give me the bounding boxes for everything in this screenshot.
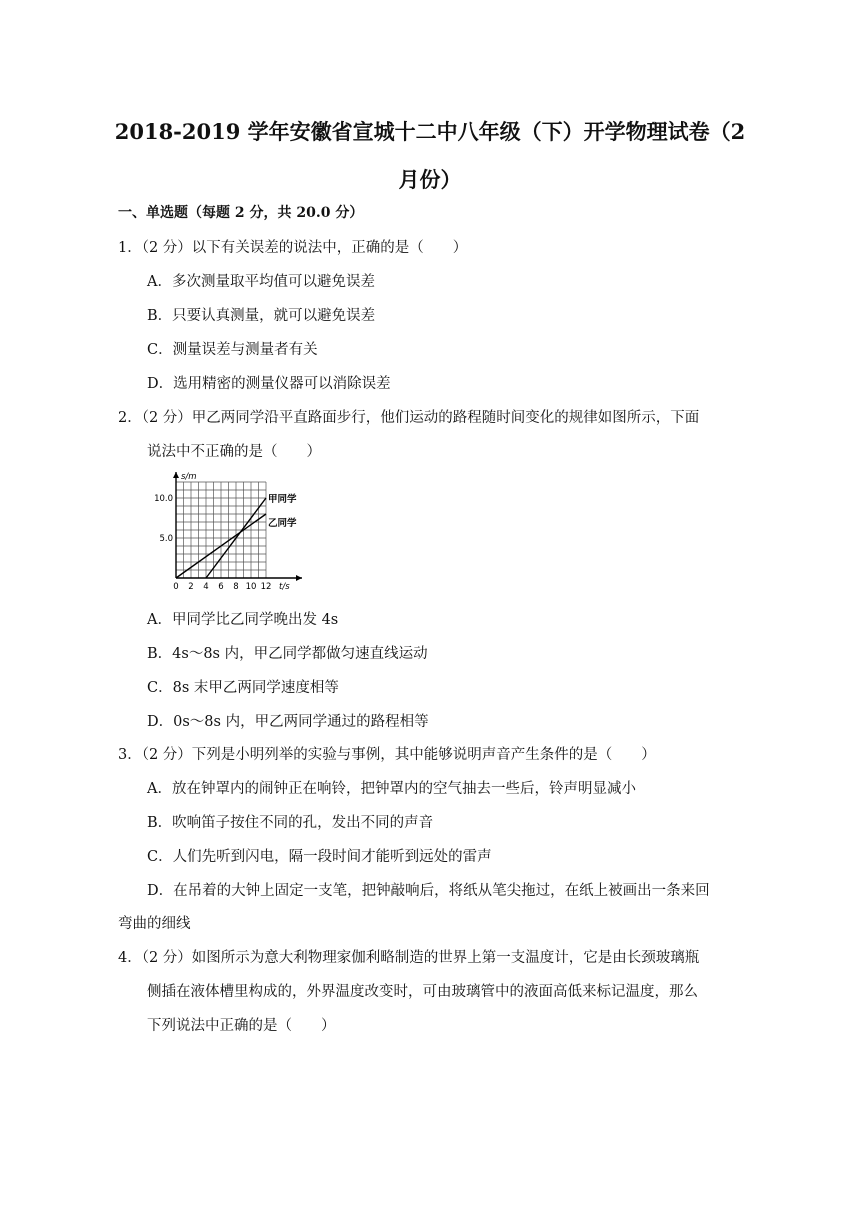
y-axis-arrow (173, 472, 179, 478)
title-line-1: 2018-2019 学年安徽省宣城十二中八年级（下）开学物理试卷（2 (114, 119, 746, 144)
question-2-option-a: A．甲同学比乙同学晚出发 4s (147, 612, 339, 628)
page-title (100, 108, 760, 204)
question-4-stem-line3: 下列说法中正确的是（ ） (147, 1018, 336, 1034)
question-3-option-c: C．人们先听到闪电，隔一段时间才能听到远处的雷声 (147, 849, 492, 865)
question-1-option-b: B．只要认真测量，就可以避免误差 (147, 308, 376, 324)
y-tick-label: 10.0 (154, 494, 173, 504)
series-label-yi: 乙同学 (268, 518, 297, 529)
question-1-stem: 1．（2 分）以下有关误差的说法中，正确的是（ ） (118, 240, 468, 256)
question-3-option-d-line1: D．在吊着的大钟上固定一支笔，把钟敲响后，将纸从笔尖拖过，在纸上被画出一条来回 (147, 883, 710, 899)
y-tick-label: 5.0 (159, 534, 173, 544)
distance-time-chart (150, 470, 310, 596)
question-4-stem-line2: 侧插在液体槽里构成的，外界温度改变时，可由玻璃管中的液面高低来标记温度，那么 (147, 984, 698, 1000)
x-axis-arrow (296, 575, 302, 581)
question-1-option-a: A．多次测量取平均值可以避免误差 (147, 274, 375, 290)
question-2-option-b: B．4s～8s 内，甲乙同学都做匀速直线运动 (147, 646, 428, 662)
question-1-option-d: D．选用精密的测量仪器可以消除误差 (147, 376, 391, 392)
question-2-stem-line2: 说法中不正确的是（ ） (147, 444, 321, 460)
x-tick-label: 12 (260, 582, 272, 592)
question-2-stem-line1: 2．（2 分）甲乙两同学沿平直路面步行，他们运动的路程随时间变化的规律如图所示，下面 (118, 410, 700, 426)
x-axis-label: t/s (279, 582, 290, 592)
question-2-option-c: C．8s 末甲乙两同学速度相等 (147, 680, 339, 696)
question-1-option-c: C．测量误差与测量者有关 (147, 342, 318, 358)
series-label-jia: 甲同学 (268, 494, 297, 505)
y-axis-label: s/m (181, 472, 197, 482)
title-line-2: 月份） (398, 167, 462, 192)
chart-grid (176, 482, 266, 578)
x-tick-label: 10 (245, 582, 257, 592)
question-3-option-a: A．放在钟罩内的闹钟正在响铃，把钟罩内的空气抽去一些后，铃声明显减小 (147, 781, 636, 797)
question-2-option-d: D．0s～8s 内，甲乙两同学通过的路程相等 (147, 714, 429, 730)
x-tick-label: 6 (218, 582, 224, 592)
question-3-option-b: B．吹响笛子按住不同的孔，发出不同的声音 (147, 815, 434, 831)
x-tick-label: 4 (203, 582, 209, 592)
x-tick-label: 8 (233, 582, 239, 592)
x-tick-label: 2 (188, 582, 194, 592)
x-tick-label: 0 (173, 582, 179, 592)
question-3-stem: 3．（2 分）下列是小明列举的实验与事例，其中能够说明声音产生条件的是（ ） (118, 747, 656, 763)
question-4-stem-line1: 4．（2 分）如图所示为意大利物理家伽利略制造的世界上第一支温度计，它是由长颈玻璃瓶 (118, 950, 700, 966)
question-3-option-d-line2: 弯曲的细线 (118, 916, 191, 932)
section-heading: 一、单选题（每题 2 分，共 20.0 分） (118, 205, 364, 221)
